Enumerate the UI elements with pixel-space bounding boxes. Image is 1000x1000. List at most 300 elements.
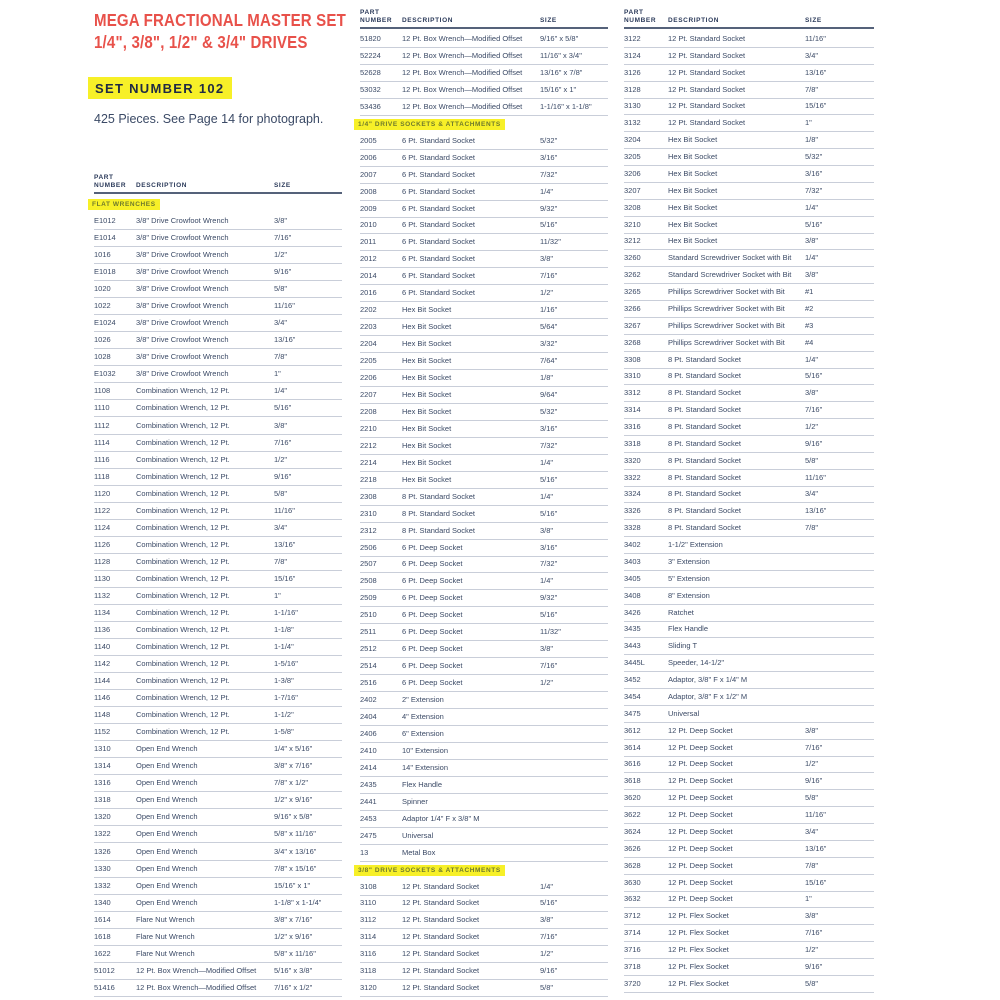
part-number: 1134 xyxy=(94,607,111,617)
part-size: 3/8" xyxy=(540,644,554,654)
page-title xyxy=(94,9,346,53)
part-size: 7/32" xyxy=(540,440,558,450)
table-row xyxy=(360,963,608,980)
part-size: 3/8" x 7/16" xyxy=(274,914,313,924)
part-size: 15/16" x 1" xyxy=(274,880,311,890)
header-description: DESCRIPTION xyxy=(402,17,454,24)
part-description: 4" Extension xyxy=(402,712,444,721)
table-row xyxy=(94,809,342,826)
table-row xyxy=(624,115,874,132)
part-description: 6 Pt. Standard Socket xyxy=(402,186,475,196)
part-size: 11/32" xyxy=(540,627,561,637)
part-description: Phillips Screwdriver Socket with Bit xyxy=(668,320,785,330)
part-number: 2414 xyxy=(360,762,377,772)
part-size: 3/8" xyxy=(274,216,288,226)
part-number: 3267 xyxy=(624,320,641,330)
part-number: 2218 xyxy=(360,474,377,484)
table-row xyxy=(94,690,342,707)
table-row xyxy=(624,453,874,470)
part-size: 1" xyxy=(274,590,281,600)
part-description: 8 Pt. Standard Socket xyxy=(668,506,741,516)
table-row xyxy=(360,268,608,285)
column-header xyxy=(360,9,608,25)
table-row xyxy=(94,639,342,656)
part-description: Spinner xyxy=(402,796,428,806)
part-number: 3265 xyxy=(624,287,641,297)
table-row xyxy=(94,878,342,895)
part-number: 1118 xyxy=(94,471,110,481)
part-number: 2006 xyxy=(360,152,377,162)
part-number: 2014 xyxy=(360,271,377,281)
part-description: Standard Screwdriver Socket with Bit xyxy=(668,253,792,263)
part-description: Combination Wrench, 12 Pt. xyxy=(136,573,230,583)
part-description: Combination Wrench, 12 Pt. xyxy=(136,471,230,481)
part-size: 1/2" xyxy=(274,454,288,464)
part-size: 1/4" xyxy=(540,881,554,891)
part-description: 12 Pt. Deep Socket xyxy=(668,877,733,887)
header-rule xyxy=(94,192,342,194)
part-number: 53032 xyxy=(360,84,381,94)
part-number: 2404 xyxy=(360,712,377,721)
part-description: 6 Pt. Standard Socket xyxy=(402,169,475,179)
table-row xyxy=(360,455,608,472)
table-row xyxy=(94,895,342,912)
part-description: Universal xyxy=(402,830,434,840)
part-description: 12 Pt. Standard Socket xyxy=(402,898,480,908)
part-description: 6 Pt. Deep Socket xyxy=(402,576,463,586)
table-row xyxy=(624,858,874,875)
part-number: 2475 xyxy=(360,830,377,840)
part-size: 9/16" xyxy=(805,438,823,448)
part-number: 3426 xyxy=(624,607,641,617)
part-description: 8" Extension xyxy=(668,590,710,600)
part-number: 3205 xyxy=(624,152,641,162)
part-size: 3/16" xyxy=(540,152,558,162)
table-row xyxy=(360,641,608,658)
part-size: 5/8" xyxy=(274,284,288,294)
part-size: 3/8" xyxy=(805,388,819,398)
part-number: 2510 xyxy=(360,610,377,620)
table-row xyxy=(94,826,342,843)
table-row xyxy=(624,723,874,740)
part-size: 5/8" x 11/16" xyxy=(274,829,316,839)
table-row xyxy=(94,929,342,946)
part-description: 8 Pt. Standard Socket xyxy=(402,508,475,518)
table-row xyxy=(624,807,874,824)
part-size: 1-1/8" x 1-1/4" xyxy=(274,897,322,907)
part-description: Ratchet xyxy=(668,607,694,617)
part-size: 5/16" xyxy=(805,219,823,229)
table-row xyxy=(360,65,608,82)
part-size: 7/16" xyxy=(805,742,823,752)
table-row xyxy=(360,438,608,455)
part-description: Hex Bit Socket xyxy=(402,305,452,315)
part-description: Flare Nut Wrench xyxy=(136,914,195,924)
part-size: 13/16" xyxy=(274,335,296,345)
table-row xyxy=(624,621,874,638)
part-number: 3130 xyxy=(624,101,641,111)
part-description: 12 Pt. Standard Socket xyxy=(402,932,480,942)
part-number: 2406 xyxy=(360,728,377,738)
table-row xyxy=(94,520,342,537)
part-size: 3/4" xyxy=(805,489,819,499)
table-row xyxy=(624,65,874,82)
part-description: Adaptor, 3/8" F x 1/4" M xyxy=(668,675,748,685)
table-row xyxy=(94,469,342,486)
table-row xyxy=(624,250,874,267)
column-header xyxy=(94,174,342,190)
part-size: 1/2" x 9/16" xyxy=(274,931,313,941)
table-row xyxy=(624,571,874,588)
table-row xyxy=(360,675,608,692)
part-description: 12 Pt. Deep Socket xyxy=(668,843,733,853)
part-number: 3128 xyxy=(624,84,641,94)
part-description: 3/8" Drive Crowfoot Wrench xyxy=(136,318,229,328)
part-description: Combination Wrench, 12 Pt. xyxy=(136,590,230,600)
table-row xyxy=(624,891,874,908)
part-size: 1/2" xyxy=(805,422,819,431)
header-rule xyxy=(360,27,608,29)
part-description: Flex Handle xyxy=(402,779,443,789)
part-description: 8 Pt. Standard Socket xyxy=(668,405,741,415)
part-number: 1152 xyxy=(94,727,111,737)
part-description: Hex Bit Socket xyxy=(668,202,718,212)
table-row xyxy=(360,472,608,489)
table-row xyxy=(94,486,342,503)
part-description: Hex Bit Socket xyxy=(402,474,452,484)
table-row xyxy=(360,777,608,794)
part-description: Speeder, 14-1/2" xyxy=(668,658,725,668)
table-row xyxy=(360,794,608,811)
part-description: Hex Bit Socket xyxy=(668,185,718,195)
part-size: 7/16" x 1/2" xyxy=(274,982,313,992)
part-description: Hex Bit Socket xyxy=(402,389,452,399)
part-description: Open End Wrench xyxy=(136,897,198,907)
part-description: Adaptor 1/4" F x 3/8" M xyxy=(402,813,480,823)
part-description: Hex Bit Socket xyxy=(402,440,452,450)
part-description: 6 Pt. Deep Socket xyxy=(402,661,463,671)
part-number: 3443 xyxy=(624,641,641,651)
part-number: 1326 xyxy=(94,846,111,856)
part-size: 1/4" xyxy=(805,202,819,212)
table-row xyxy=(624,605,874,622)
part-description: 6" Extension xyxy=(402,728,444,738)
part-description: 12 Pt. Box Wrench—Modified Offset xyxy=(136,982,257,992)
part-number: 3210 xyxy=(624,219,641,229)
part-description: Combination Wrench, 12 Pt. xyxy=(136,454,230,464)
part-size: 1/2" xyxy=(805,759,819,769)
part-size: 1-1/16" x 1-1/8" xyxy=(540,101,592,111)
part-size: 3/16" xyxy=(540,542,558,552)
table-row xyxy=(94,861,342,878)
table-row xyxy=(360,709,608,726)
table-row xyxy=(360,336,608,353)
table-row xyxy=(360,590,608,607)
part-size: 13/16" xyxy=(805,67,827,77)
table-row xyxy=(624,301,874,318)
part-number: 1332 xyxy=(94,880,111,890)
part-number: 3110 xyxy=(360,898,377,908)
part-size: 3/8" xyxy=(805,270,819,280)
table-row xyxy=(624,385,874,402)
part-size: 1/4" xyxy=(274,386,288,396)
part-size: 1-7/16" xyxy=(274,693,298,703)
part-size: 7/16" xyxy=(540,661,558,671)
table-row xyxy=(624,486,874,503)
part-description: 12 Pt. Flex Socket xyxy=(668,928,729,938)
part-size: 7/16" xyxy=(540,271,558,281)
part-size: 7/8" x 1/2" xyxy=(274,778,309,788)
part-size: 1/4" xyxy=(540,457,554,467)
part-description: Hex Bit Socket xyxy=(402,373,452,382)
part-description: Combination Wrench, 12 Pt. xyxy=(136,539,230,549)
table-row xyxy=(94,366,342,383)
part-description: Open End Wrench xyxy=(136,863,198,873)
part-number: E1032 xyxy=(94,369,116,379)
part-size: 9/16" x 5/8" xyxy=(540,34,579,43)
part-size: 15/16" x 1" xyxy=(540,84,577,94)
table-row xyxy=(94,571,342,588)
table-row xyxy=(360,353,608,370)
part-number: 1340 xyxy=(94,897,111,907)
part-number: 3454 xyxy=(624,691,641,701)
part-number: 52224 xyxy=(360,50,381,60)
table-row xyxy=(624,925,874,942)
part-number: 13 xyxy=(360,847,369,857)
column-header xyxy=(624,9,874,25)
part-description: 12 Pt. Deep Socket xyxy=(668,776,733,786)
table-row xyxy=(360,82,608,99)
header-size: SIZE xyxy=(274,182,291,189)
part-size: 7/16" xyxy=(274,437,292,447)
table-row xyxy=(624,773,874,790)
table-row xyxy=(624,132,874,149)
part-size: 7/32" xyxy=(805,185,823,195)
part-description: Flare Nut Wrench xyxy=(136,931,195,941)
part-description: 12 Pt. Deep Socket xyxy=(668,894,733,904)
part-number: 1124 xyxy=(94,522,111,532)
part-description: Hex Bit Socket xyxy=(402,322,452,332)
part-size: 1-5/16" xyxy=(274,659,298,669)
part-number: 3630 xyxy=(624,877,641,887)
table-row xyxy=(624,503,874,520)
part-size: 11/16" xyxy=(805,810,826,820)
part-description: Hex Bit Socket xyxy=(402,356,452,366)
table-row xyxy=(94,792,342,809)
part-description: 12 Pt. Standard Socket xyxy=(402,881,480,891)
table-row xyxy=(624,655,874,672)
part-number: 3408 xyxy=(624,590,641,600)
part-description: 8 Pt. Standard Socket xyxy=(668,422,741,431)
part-number: 1028 xyxy=(94,352,111,362)
part-description: Universal xyxy=(668,708,700,718)
part-description: 3/8" Drive Crowfoot Wrench xyxy=(136,369,229,379)
part-description: Combination Wrench, 12 Pt. xyxy=(136,403,230,413)
part-description: 14" Extension xyxy=(402,762,449,772)
part-size: 7/32" xyxy=(540,559,558,569)
part-size: 7/64" xyxy=(540,356,558,366)
part-number: 51012 xyxy=(94,965,115,975)
table-row xyxy=(624,689,874,706)
part-description: 3/8" Drive Crowfoot Wrench xyxy=(136,250,229,260)
part-size: 3/32" xyxy=(540,339,558,349)
table-row xyxy=(624,166,874,183)
part-size: 15/16" xyxy=(805,877,827,887)
part-size: 7/8" xyxy=(805,860,819,870)
part-size: 1" xyxy=(274,369,281,379)
table-row xyxy=(624,672,874,689)
part-number: 3620 xyxy=(624,793,641,803)
part-description: 12 Pt. Deep Socket xyxy=(668,826,733,836)
part-number: 3626 xyxy=(624,843,641,853)
part-size: 3/8" xyxy=(805,725,819,735)
part-description: 6 Pt. Deep Socket xyxy=(402,610,463,620)
table-row xyxy=(94,844,342,861)
part-number: 1622 xyxy=(94,948,111,958)
part-size: 11/16" xyxy=(274,505,295,515)
part-number: 2410 xyxy=(360,745,377,755)
part-size: 5/16" xyxy=(540,220,558,230)
part-number: E1024 xyxy=(94,318,116,328)
table-row xyxy=(624,588,874,605)
table-row xyxy=(94,588,342,605)
part-description: 12 Pt. Deep Socket xyxy=(668,725,733,735)
part-description: 12 Pt. Standard Socket xyxy=(668,67,746,77)
part-description: Combination Wrench, 12 Pt. xyxy=(136,676,230,686)
part-size: 5/8" xyxy=(540,983,554,993)
part-size: 7/8" xyxy=(274,352,288,362)
table-row xyxy=(94,980,342,997)
part-number: 1148 xyxy=(94,710,111,720)
part-number: 3260 xyxy=(624,253,641,263)
part-number: 2206 xyxy=(360,373,377,382)
part-number: 2208 xyxy=(360,406,377,416)
part-description: 8 Pt. Standard Socket xyxy=(668,388,741,398)
part-number: 1110 xyxy=(94,403,110,413)
part-number: 2312 xyxy=(360,525,377,535)
table-row xyxy=(624,942,874,959)
part-size: 3/8" xyxy=(805,236,819,246)
table-row xyxy=(360,150,608,167)
part-number: 3718 xyxy=(624,961,641,971)
part-description: 8 Pt. Standard Socket xyxy=(402,491,475,501)
part-description: 8 Pt. Standard Socket xyxy=(668,354,741,364)
part-number: 3114 xyxy=(360,932,377,942)
part-size: 1/8" xyxy=(805,135,819,145)
part-description: 10" Extension xyxy=(402,745,449,755)
part-description: 6 Pt. Standard Socket xyxy=(402,254,475,264)
part-size: 1-1/2" xyxy=(274,710,294,720)
part-description: 8 Pt. Standard Socket xyxy=(402,525,475,535)
part-number: 2508 xyxy=(360,576,377,586)
part-description: 12 Pt. Flex Socket xyxy=(668,911,729,921)
table-row xyxy=(94,963,342,980)
part-description: 6 Pt. Standard Socket xyxy=(402,271,475,281)
header-size: SIZE xyxy=(540,17,557,24)
part-size: 1/2" x 9/16" xyxy=(274,795,313,805)
table-row xyxy=(360,201,608,218)
part-number: 1136 xyxy=(94,625,111,634)
part-size: 5/8" x 11/16" xyxy=(274,948,316,958)
part-number: 3714 xyxy=(624,928,641,938)
part-size: 5/16" xyxy=(540,508,558,518)
table-row xyxy=(624,233,874,250)
part-number: 2010 xyxy=(360,220,377,230)
table-row xyxy=(360,421,608,438)
header-description: DESCRIPTION xyxy=(136,182,188,189)
part-description: 12 Pt. Flex Socket xyxy=(668,978,729,988)
part-size: 9/16" xyxy=(274,267,292,277)
part-number: 2453 xyxy=(360,813,377,823)
part-number: 2514 xyxy=(360,661,377,671)
part-description: Open End Wrench xyxy=(136,829,198,839)
part-description: Combination Wrench, 12 Pt. xyxy=(136,556,230,566)
part-description: 12 Pt. Standard Socket xyxy=(668,118,746,128)
part-size: 1-3/8" xyxy=(274,676,294,686)
part-number: 1026 xyxy=(94,335,111,345)
part-size: 5/16" xyxy=(540,610,558,620)
table-row xyxy=(624,638,874,655)
part-description: Open End Wrench xyxy=(136,795,198,805)
part-description: 3/8" Drive Crowfoot Wrench xyxy=(136,284,229,294)
table-row xyxy=(94,537,342,554)
part-description: 3" Extension xyxy=(668,556,710,566)
section-heading: FLAT WRENCHES xyxy=(88,199,160,210)
table-row xyxy=(624,436,874,453)
table-row xyxy=(94,400,342,417)
part-size: 5/16" xyxy=(274,403,292,413)
part-size: 9/32" xyxy=(540,593,558,603)
part-number: 3206 xyxy=(624,168,641,178)
header-part-label: PART xyxy=(624,9,644,16)
part-description: Flex Handle xyxy=(668,624,709,634)
part-description: 6 Pt. Standard Socket xyxy=(402,152,475,162)
table-row xyxy=(94,622,342,639)
table-row xyxy=(94,724,342,741)
part-description: 12 Pt. Standard Socket xyxy=(668,101,746,111)
part-description: Hex Bit Socket xyxy=(668,135,718,145)
part-number: 2012 xyxy=(360,254,377,264)
part-description: Phillips Screwdriver Socket with Bit xyxy=(668,303,785,313)
part-number: 1112 xyxy=(94,420,110,430)
part-number: 3308 xyxy=(624,354,641,364)
part-number: E1012 xyxy=(94,216,116,226)
part-number: 3126 xyxy=(624,67,641,77)
table-row xyxy=(360,370,608,387)
section-heading: 3/8" DRIVE SOCKETS & ATTACHMENTS xyxy=(354,865,505,876)
table-row xyxy=(624,318,874,335)
intro-text: 425 Pieces. See Page 14 for photograph. xyxy=(94,112,324,126)
part-number: 1016 xyxy=(94,250,111,260)
header-part-label: PART xyxy=(94,174,114,181)
table-row xyxy=(94,554,342,571)
part-number: 53436 xyxy=(360,101,381,111)
table-row xyxy=(360,946,608,963)
part-description: 6 Pt. Standard Socket xyxy=(402,288,475,298)
part-number: 1122 xyxy=(94,505,111,515)
part-size: 13/16" xyxy=(805,843,827,853)
table-row xyxy=(360,387,608,404)
part-number: 3118 xyxy=(360,966,377,976)
part-description: Standard Screwdriver Socket with Bit xyxy=(668,270,792,280)
part-number: 3132 xyxy=(624,118,641,128)
table-row xyxy=(624,554,874,571)
part-size: 15/16" xyxy=(805,101,827,111)
part-number: 3618 xyxy=(624,776,641,786)
part-description: Phillips Screwdriver Socket with Bit xyxy=(668,337,785,347)
part-number: 2204 xyxy=(360,339,377,349)
table-row xyxy=(94,281,342,298)
